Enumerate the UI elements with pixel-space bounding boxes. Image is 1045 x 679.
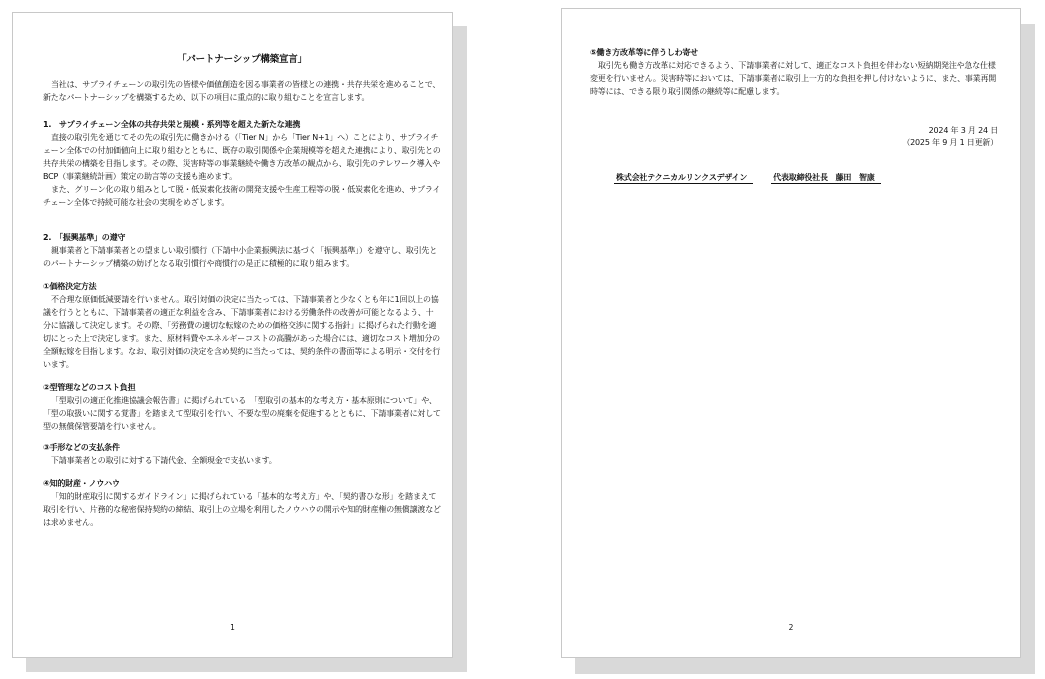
signatory-name: 代表取締役社長 藤田 智康 (771, 173, 880, 184)
page-number: 2 (788, 623, 794, 632)
document-page-1 (12, 12, 453, 658)
item-3-heading: ③手形などの支払条件 (43, 443, 120, 452)
declaration-date: 2024 年 3 月 24 日 (928, 126, 998, 135)
section-1-heading: 1. サプライチェーン全体の共存共栄と規模・系列等を超えた新たな連携 (43, 120, 301, 129)
item-4-body: 「知的財産取引に関するガイドライン」に掲げられている「基本的な考え方」や、「契約書ひな形」を踏まえて取引を行い、片務的な秘密保持契約の締結、取引上の立場を利用したノウハウの開示や知的財産権の無償譲渡などは求めません。 (43, 492, 441, 527)
intro-paragraph: 当社は、サプライチェーンの取引先の皆様や価値創造を図る事業者の皆様との連携・共存共栄を進めることで、新たなパートナーシップを構築するため、以下の項目に重点的に取り組むことを宣言します。 (43, 80, 441, 102)
item-3-body: 下請事業者との取引に対する下請代金、全額現金で支払います。 (51, 456, 277, 465)
item-2-heading: ②型管理などのコスト負担 (43, 383, 136, 392)
signature-line (614, 171, 998, 184)
item-4-heading: ④知的財産・ノウハウ (43, 479, 120, 488)
date-block (590, 125, 998, 149)
section-1-body-1: 直接の取引先を通じてその先の取引先に働きかける（「Tier N」から「Tier N+1」へ）ことにより、サプライチェーン全体での付加価値向上に取り組むとともに、既存の取引関係や企業規模等を超えた連携により、取引先との共存共栄の構築を目指します。その際、災害時等の事業継続や働き方改革の観点から、取引先のテレワーク導入やBCP（事業継続計画）策定の助言等の支援も進めます。 (43, 133, 441, 181)
page-number: 1 (230, 623, 235, 632)
page-2-content (590, 46, 998, 184)
section-2-heading: 2. 「振興基準」の遵守 (43, 233, 126, 242)
item-1-body: 不合理な原価低減要請を行いません。取引対価の決定に当たっては、下請事業者と少なくとも年に1回以上の協議を行うとともに、下請事業者の適正な利益を含み、下請事業者における労働条件の改善が可能となるよう、十分に協議して決定します。その際、「労務費の適切な転嫁のための価格交渉に関する指針」に掲げられた行動を適切にとった上で決定します。また、原材料費やエネルギーコストの高騰があった場合には、適切なコスト増加分の全額転嫁を目指します。なお、取引対価の決定を含め契約に当たっては、契約条件の書面等による明示・交付を行います。 (43, 295, 441, 369)
document-title: 「パートナーシップ構築宣言」 (177, 54, 307, 65)
company-name: 株式会社テクニカルリンクスデザイン (614, 173, 753, 184)
section-1-body-2: また、グリーン化の取り組みとして脱・低炭素化技術の開発支援や生産工程等の脱・低炭素化を進め、サプライチェーン全体で持続可能な社会の実現をめざします。 (43, 185, 441, 207)
page-1-content (43, 53, 441, 529)
document-page-2 (561, 8, 1021, 658)
item-2-body: 「型取引の適正化推進協議会報告書」に掲げられている 「型取引の基本的な考え方・基本原則について」や、「型の取扱いに関する覚書」を踏まえて型取引を行い、不要な型の廃棄を促進するとともに、下請事業者に対して型の無償保管要請を行いません。 (43, 396, 441, 431)
item-5-body: 取引先も働き方改革に対応できるよう、下請事業者に対して、適正なコスト負担を伴わない短納期発注や急な仕様変更を行いません。災害時等においては、下請事業者に取引上一方的な負担を押し付けないように、また、事業再開時等には、できる限り取引関係の継続等に配慮します。 (590, 61, 997, 96)
section-2-body: 親事業者と下請事業者との望ましい取引慣行（下請中小企業振興法に基づく「振興基準」）を遵守し、取引先とのパートナーシップ構築の妨げとなる取引慣行や商慣行の是正に積極的に取り組みます。 (43, 246, 437, 268)
updated-date: （2025 年 9 月 1 日更新） (902, 138, 998, 147)
item-5-heading: ⑤働き方改革等に伴うしわ寄せ (590, 48, 698, 57)
item-1-heading: ①価格決定方法 (43, 282, 97, 291)
